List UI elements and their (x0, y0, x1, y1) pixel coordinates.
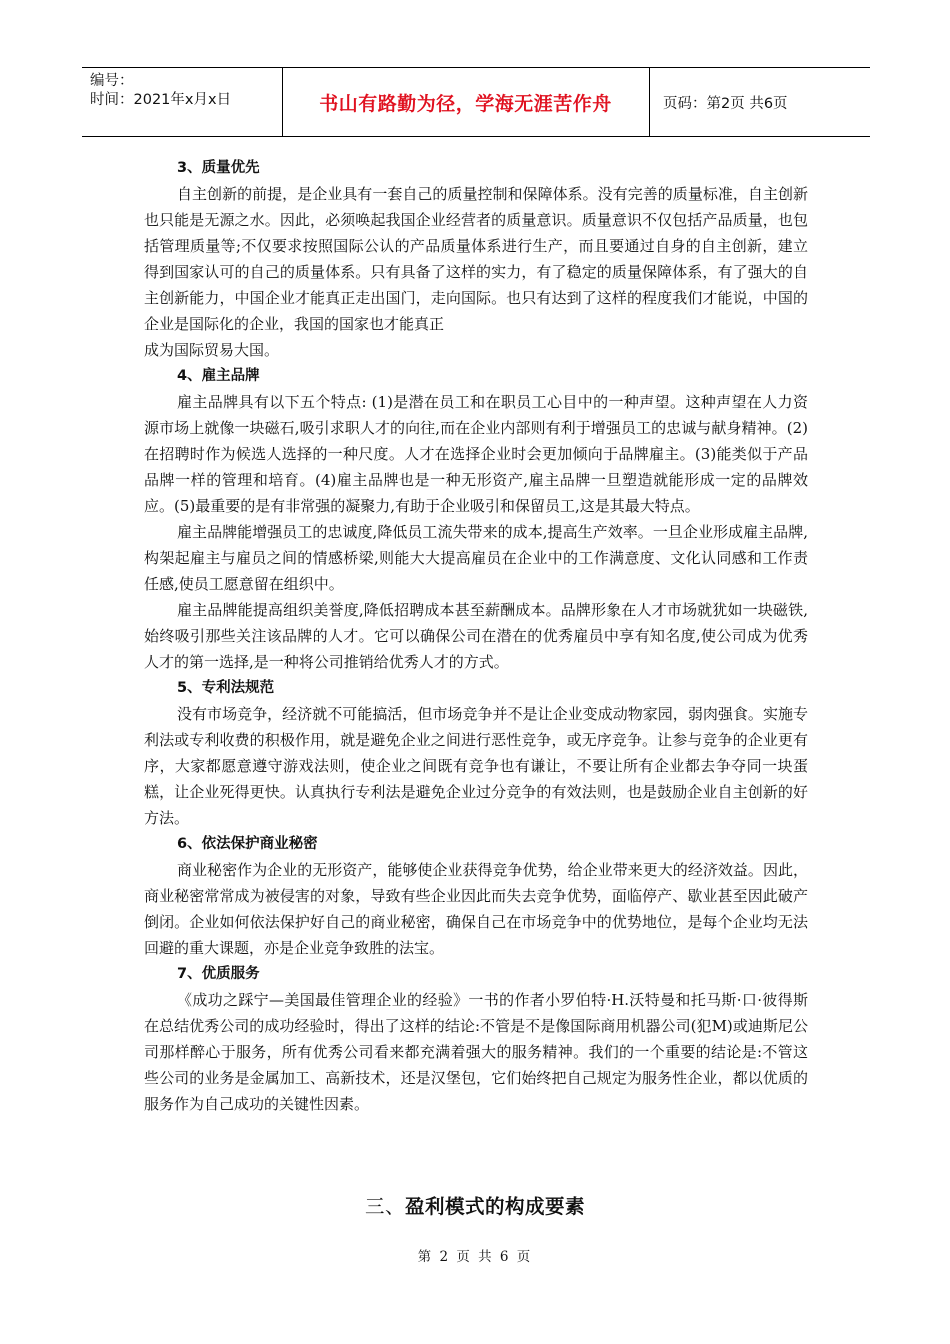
section-heading-quality: 3、质量优先 (177, 160, 260, 176)
chapter-title-text: 盈利模式的构成要素 (405, 1195, 586, 1218)
page-footer: 第 2 页 共 6 页 (417, 1249, 533, 1265)
chapter-title (0, 1191, 950, 1219)
paragraph: 自主创新的前提，是企业具有一套自己的质量控制和保障体系。没有完善的质量标准，自主创新也只能是无源之水。因此，必须唤起我国企业经营者的质量意识。质量意识不仅包括产品质量，也包括管理质量等;不仅要求按照国际公认的产品质量体系进行生产，而且要通过自身的自主创新，建立得到国家认可的自己的质量体系。只有具备了这样的实力，有了稳定的质量保障体系，有了强大的自主创新能力，中国企业才能真正走出国门，走向国际。也只有达到了这样的程度我们才能说，中国的企业是国际化的企业，我国的国家也才能真正 (144, 185, 808, 333)
section-heading-patent-law: 5、专利法规范 (177, 680, 275, 696)
section-heading-quality-service: 7、优质服务 (177, 966, 260, 982)
section-heading-trade-secrets: 6、依法保护商业秘密 (177, 836, 318, 852)
header-motto: 书山有路勤为径，学海无涯苦作舟 (282, 68, 650, 136)
paragraph: 雇主品牌具有以下五个特点: (1)是潜在员工和在职员工心目中的一种声望。这种声望在人力资源市场上就像一块磁石,吸引求职人才的向往,而在企业内部则有利于增强员工的忠诚与献身精神。(2)在招聘时作为候选人选择的一种尺度。人才在选择企业时会更加倾向于品牌雇主。(3)能类似于产品品牌一样的管理和培育。(4)雇主品牌也是一种无形资产,雇主品牌一旦塑造就能形成一定的品牌效应。(5)最重要的是有非常强的凝聚力,有助于企业吸引和保留员工,这是其最大特点。 (144, 393, 808, 515)
document-time-label: 时间：2021年x月x日 (90, 92, 232, 108)
header-meta-cell (82, 68, 283, 136)
section-heading-employer-brand: 4、雇主品牌 (177, 368, 260, 384)
paragraph: 商业秘密作为企业的无形资产，能够使企业获得竞争优势，给企业带来更大的经济效益。因此，商业秘密常常成为被侵害的对象，导致有些企业因此而失去竞争优势，面临停产、歇业甚至因此破产倒闭。企业如何依法保护好自己的商业秘密，确保自己在市场竞争中的优势地位，是每个企业均无法回避的重大课题，亦是企业竞争致胜的法宝。 (144, 861, 808, 957)
document-body (144, 155, 808, 1117)
page-header (82, 67, 870, 137)
paragraph: 雇主品牌能提高组织美誉度,降低招聘成本甚至薪酬成本。品牌形象在人才市场就犹如一块磁铁,始终吸引那些关注该品牌的人才。它可以确保公司在潜在的优秀雇员中享有知名度,使公司成为优秀人才的第一选择,是一种将公司推销给优秀人才的方式。 (144, 601, 808, 671)
chapter-number: 三、 (364, 1195, 405, 1218)
document-number-label: 编号： (90, 73, 134, 89)
header-page-info: 页码：第2页 共6页 (663, 95, 788, 112)
paragraph: 《成功之踩宁—美国最佳管理企业的经验》一书的作者小罗伯特·H.沃特曼和托马斯·口·彼得斯在总结优秀公司的成功经验时，得出了这样的结论:不管是不是像国际商用机器公司(犯M)或迪斯尼公司那样醉心于服务，所有优秀公司看来都充满着强大的服务精神。我们的一个重要的结论是:不管这些公司的业务是金属加工、高新技术，还是汉堡包，它们始终把自己规定为服务性企业，都以优质的服务作为自己成功的关键性因素。 (144, 991, 808, 1113)
paragraph: 成为国际贸易大国。 (144, 341, 280, 359)
paragraph: 没有市场竞争，经济就不可能搞活，但市场竞争并不是让企业变成动物家园，弱肉强食。实施专利法或专利收费的积极作用，就是避免企业之间进行恶性竞争，或无序竞争。让参与竞争的企业更有序，大家都愿意遵守游戏法则，使企业之间既有竞争也有谦让，不要让所有企业都去争夺同一块蛋糕，让企业死得更快。认真执行专利法是避免企业过分竞争的有效法则，也是鼓励企业自主创新的好方法。 (144, 705, 808, 827)
paragraph: 雇主品牌能增强员工的忠诚度,降低员工流失带来的成本,提高生产效率。一旦企业形成雇主品牌,构架起雇主与雇员之间的情感桥梁,则能大大提高雇员在企业中的工作满意度、文化认同感和工作责任感,使员工愿意留在组织中。 (144, 523, 808, 593)
